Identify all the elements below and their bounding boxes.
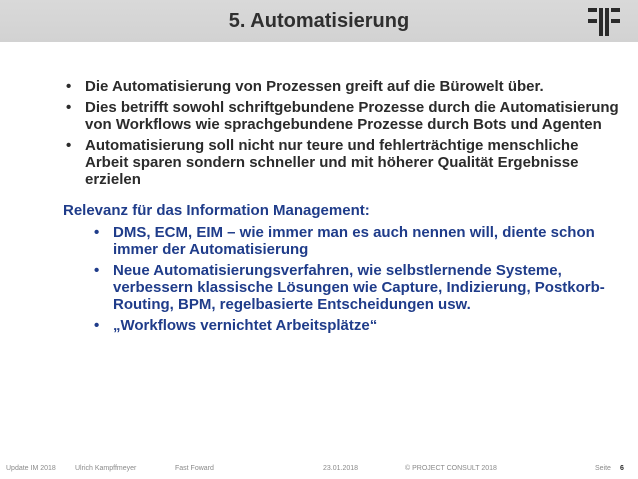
footer-author: Ulrich Kampffmeyer [75,465,137,472]
slide-title: 5. Automatisierung [228,10,410,32]
relevance-heading: Relevanz für das Information Management: [63,202,370,219]
relevance-item: • DMS, ECM, EIM – wie immer man es auch nennen will, diente schon immer der Automatisierung [91,224,623,258]
relevance-item: • Neue Automatisierungsverfahren, wie selbstlernende Systeme, verbessern klassische Lösungen wie Capture, Indizierung, Postkorb-Routing, BPM, regelbasierte Entscheidungen usw. [91,262,623,313]
footer-page-label: Seite [595,465,611,472]
relevance-bullet-list [91,224,623,334]
footer-copyright: © PROJECT CONSULT 2018 [405,465,497,472]
bullet-item: • Dies betrifft sowohl schriftgebundene Prozesse durch die Automatisierung von Workflows wie sprachgebundene Prozesse durch Bots und Agenten [63,99,623,133]
slide-content [63,78,623,338]
footer-date: 23.01.2018 [323,465,359,472]
main-bullet-list [63,78,623,188]
relevance-item: • „Workflows vernichtet Arbeitsplätze“ [91,317,623,334]
bullet-item: • Automatisierung soll nicht nur teure und fehlerträchtige menschliche Arbeit sparen sondern schneller und mit höherer Qualität Ergebnisse erzielen [63,137,623,188]
footer-topic: Fast Foward [175,465,214,472]
bullet-item: • Die Automatisierung von Prozessen greift auf die Bürowelt über. [63,78,623,95]
project-consult-logo-icon [588,8,620,36]
footer-page-number: 6 [620,465,624,472]
footer [0,459,638,479]
footer-event: Update IM 2018 [6,465,56,472]
